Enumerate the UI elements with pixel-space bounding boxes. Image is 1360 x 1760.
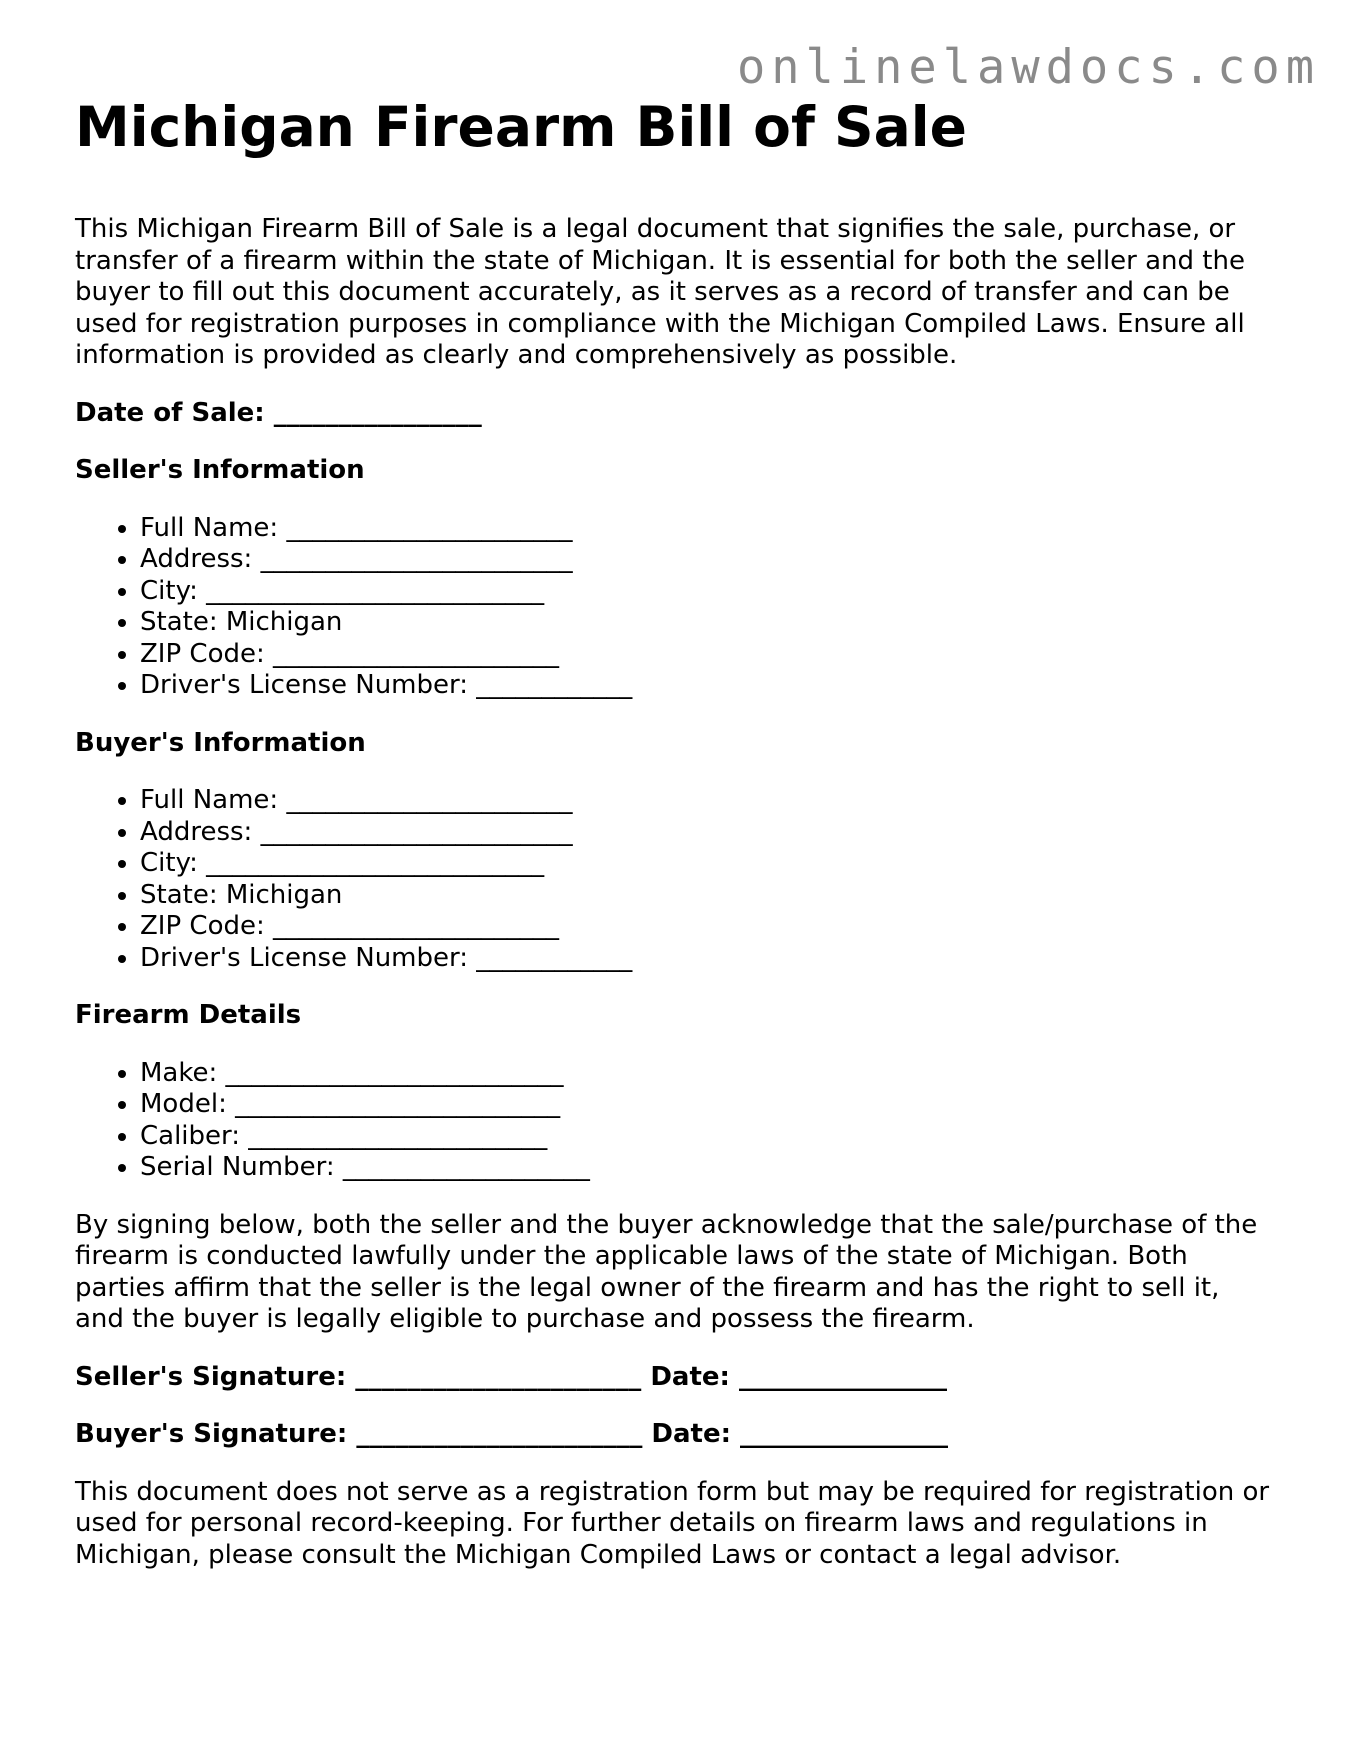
acknowledgement-paragraph: By signing below, both the seller and the buyer acknowledge that the sale/purchase of the firearm is conducted lawfully under the applicable laws of the state of Michigan. Both parties affirm that the seller is the legal owner of the firearm and has the right to sell it, and the buyer is legally eligible to purchase and possess the firearm.	[75, 1209, 1258, 1334]
buyer-city-field: • City: __________________________	[140, 848, 1275, 880]
seller-city-field: • City: __________________________	[140, 576, 1275, 608]
seller-info-list	[75, 513, 1275, 702]
buyer-address-field: • Address: ________________________	[140, 817, 1275, 849]
firearm-section-heading: Firearm Details	[75, 1000, 302, 1030]
seller-signature-line: Seller's Signature: ______________________ Date: ________________	[75, 1361, 947, 1392]
firearm-make-field: • Make: __________________________	[140, 1058, 1275, 1090]
buyer-license-field: • Driver's License Number: ____________	[140, 943, 1275, 975]
buyer-zip-field: • ZIP Code: ______________________	[140, 911, 1275, 943]
firearm-details-list	[75, 1058, 1275, 1184]
watermark: onlinelawdocs.com	[736, 40, 1320, 95]
buyer-info-list	[75, 785, 1275, 974]
page-title: Michigan Firearm Bill of Sale	[75, 95, 967, 159]
firearm-caliber-field: • Caliber: _______________________	[140, 1121, 1275, 1153]
firearm-serial-field: • Serial Number: ___________________	[140, 1152, 1275, 1184]
date-of-sale-field: Date of Sale: ________________	[75, 397, 482, 428]
buyer-state-field: • State: Michigan	[140, 880, 1275, 912]
document-page	[75, 92, 1275, 1571]
footer-paragraph: This document does not serve as a registration form but may be required for registration or used for personal record-keeping. For further details on firearm laws and regulations in Michigan, please consult the Michigan Compiled Laws or contact a legal advisor.	[75, 1476, 1270, 1570]
buyer-full-name-field: • Full Name: ______________________	[140, 785, 1275, 817]
seller-address-field: • Address: ________________________	[140, 544, 1275, 576]
firearm-model-field: • Model: _________________________	[140, 1089, 1275, 1121]
seller-full-name-field: • Full Name: ______________________	[140, 513, 1275, 545]
seller-license-field: • Driver's License Number: ____________	[140, 670, 1275, 702]
buyer-signature-line: Buyer's Signature: ______________________ Date: ________________	[75, 1419, 949, 1449]
seller-state-field: • State: Michigan	[140, 607, 1275, 639]
buyer-section-heading: Buyer's Information	[75, 727, 366, 758]
intro-paragraph: This Michigan Firearm Bill of Sale is a legal document that signifies the sale, purchase, or transfer of a firearm within the state of Michigan. It is essential for both the seller and the buyer to fill out this document accurately, as it serves as a record of transfer and can be used for registration purposes in compliance with the Michigan Compiled Laws. Ensure all information is provided as clearly and comprehensively as possible.	[75, 214, 1245, 370]
seller-zip-field: • ZIP Code: ______________________	[140, 639, 1275, 671]
seller-section-heading: Seller's Information	[75, 455, 365, 485]
